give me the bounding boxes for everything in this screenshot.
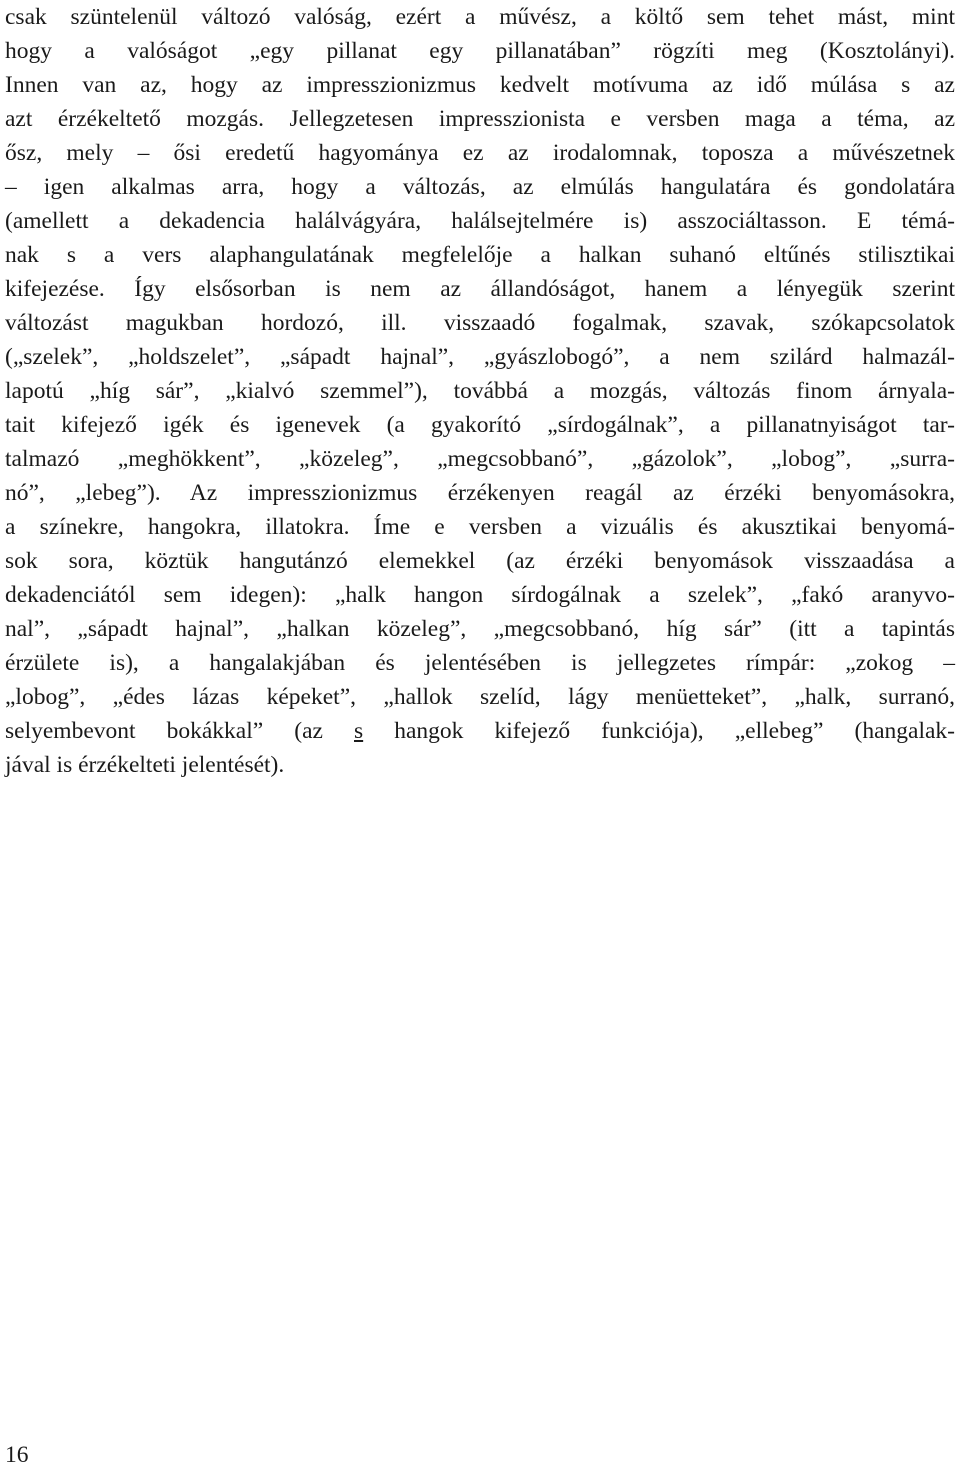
text-line: érzülete is), a hangalakjában és jelentésében is jellegzetes rímpár: „zokog – xyxy=(5,650,955,676)
text-line: tait kifejező igék és igenevek (a gyakorító „sírdogálnak”, a pillanatnyiságot tar- xyxy=(5,412,955,438)
text-line: nak s a vers alaphangulatának megfelelője a halkan suhanó eltűnés stilisztikai xyxy=(5,242,955,268)
text-line: ősz, mely – ősi eredetű hagyománya ez az irodalomnak, toposza a művészetnek xyxy=(5,140,955,166)
text-line: lapotú „híg sár”, „kialvó szemmel”), továbbá a mozgás, változás finom árnyala- xyxy=(5,378,955,404)
text-line xyxy=(5,714,955,748)
text-line: változást magukban hordozó, ill. visszaadó fogalmak, szavak, szókapcsolatok xyxy=(5,310,955,336)
text-line: („szelek”, „holdszelet”, „sápadt hajnal”, „gyászlobogó”, a nem szilárd halmazál- xyxy=(5,344,955,370)
text-line: kifejezése. Így elsősorban is nem az állandóságot, hanem a lényegük szerint xyxy=(5,276,955,302)
text-line: a színekre, hangokra, illatokra. Íme e versben a vizuális és akusztikai benyomá- xyxy=(5,514,955,540)
text-line: „lobog”, „édes lázas képeket”, „hallok szelíd, lágy menüetteket”, „halk, surranó, xyxy=(5,684,955,710)
text-line: Innen van az, hogy az impresszionizmus kedvelt motívuma az idő múlása s az xyxy=(5,72,955,98)
underlined-letter: s xyxy=(354,718,364,744)
text-line: (amellett a dekadencia halálvágyára, halálsejtelmére is) asszociáltasson. E témá- xyxy=(5,208,955,234)
text-line: sok sora, köztük hangutánzó elemekkel (az érzéki benyomások visszaadása a xyxy=(5,548,955,574)
text-line: dekadenciától sem idegen): „halk hangon sírdogálnak a szelek”, „fakó aranyvo- xyxy=(5,582,955,608)
text-line: nal”, „sápadt hajnal”, „halkan közeleg”, „megcsobbanó, híg sár” (itt a tapintás xyxy=(5,616,955,642)
text-segment: hangok kifejező funkciója), „ellebeg” (hangalak- xyxy=(363,718,956,744)
text-segment: selyembevont bokákkal” (az xyxy=(5,718,354,744)
text-line: – igen alkalmas arra, hogy a változás, az elmúlás hangulatára és gondolatára xyxy=(5,174,955,200)
text-line: nó”, „lebeg”). Az impresszionizmus érzékenyen reagál az érzéki benyomásokra, xyxy=(5,480,955,506)
text-line: csak szüntelenül változó valóság, ezért a művész, a költő sem tehet mást, mint xyxy=(5,4,955,30)
text-line-last: jával is érzékelteti jelentését). xyxy=(5,752,285,778)
body-text xyxy=(5,0,955,782)
text-line: azt érzékeltető mozgás. Jellegzetesen impresszionista e versben maga a téma, az xyxy=(5,106,955,132)
page-number: 16 xyxy=(5,1442,29,1468)
text-line: hogy a valóságot „egy pillanat egy pillanatában” rögzíti meg (Kosztolányi). xyxy=(5,38,955,64)
text-line: talmazó „meghökkent”, „közeleg”, „megcsobbanó”, „gázolok”, „lobog”, „surra- xyxy=(5,446,955,472)
